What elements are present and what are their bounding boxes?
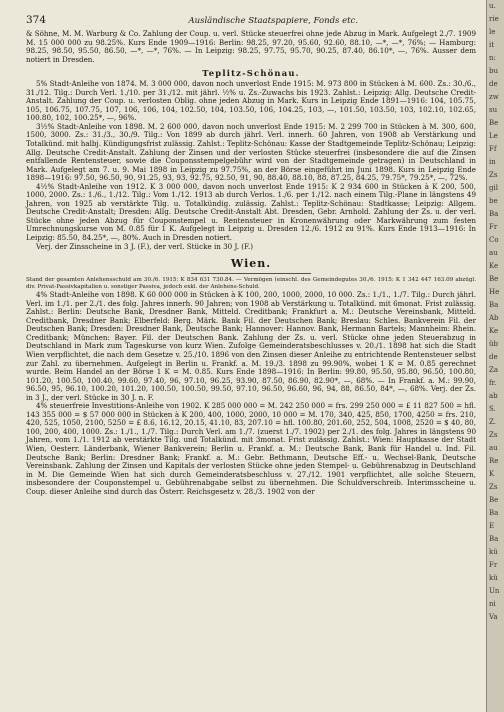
edge-fragment: it: [489, 41, 495, 49]
edge-fragment: bu: [489, 67, 498, 75]
edge-fragment: gil: [489, 184, 498, 192]
edge-fragment: Be: [489, 119, 499, 127]
edge-fragment: de: [489, 353, 498, 361]
edge-fragment: Zs: [489, 431, 498, 439]
edge-fragment: Fr: [489, 561, 498, 569]
edge-fragment: Va: [489, 613, 498, 621]
edge-fragment: Zs: [489, 483, 498, 491]
edge-fragment: de: [489, 80, 498, 88]
edge-fragment: Ab: [489, 314, 499, 322]
wien-loan-1898-paragraph: 4% Stadt-Anleihe von 1898. K 60 000 000 in Stücken à K 100, 200, 1000, 2000, 10 000. Zs.: 1./1., 1./7. Tilg.: Durch jährl. Verl. im 1./1. per 2./1. des folg. Jahres innerh. 90 Jahren; von 1908 ab Verstärkung u. Totalkünd. mit 6monat. Frist zulässig. Zahlst.: Berlin: Deutsche Bank, Dresdner Bank, Mitteld. Creditbank; Frankfurt a. M.: Deutsche Vereinsbank, Mitteld. Creditbank, Dresdner Bank; Elberfeld: Berg. Märk. Bank Fil. der Deutschen Bank; Breslau: Schles. Bankverein Fil. der Deutschen Bank; Dresden: Dresdner Bank, Deutsche Bank; Hannover: Hannov. Bank, Hermann Bartels; Mannheim: Rhein. Creditbank; München: Bayer. Fil. der Deutschen Bank. Zahlung der Zs. u. verl. Stücke ohne jeden Steuerabzug in Deutschland in Mark zum Tageskurse von kurz Wien. Zufolge Gemeinderatsbeschlusses v. 20./1. 1898 hat sich die Stadt Wien verpflichtet, die nach dem Gesetze v. 25./10. 1896 von den Zinsen dieser Anleihe zu entrichtende Rentensteuer selbst zur Zahl. zu übernehmen. Aufgelegt in Berlin u. Frankf. a. M. 19./3. 1898 zu 99.90%, wobei 1 K = M. 0.85 gerechnet wurde. Beim Handel an der Börse 1 K = M. 0.85. Kurs Ende 1898—1916: In Berlin: 99.80, 95.50, 95.80, 96.50, 100.80, 101.20, 100.50, 100.40, 99.60, 97.40, 96, 97.10, 96.25, 93.90, 87.50, 86.90, 82.90*, —, 68%. — In Frankf. a. M.: 99.90, 96.50, 95, 96.10, 100.20, 101.20, 100.50, 100.50, 99.50, 97.10, 96.50, 96.60, 96, 94, 88, 86.50, 84*, —, 68%. Verj. der Zs. in 3 J., der verl. Stücke in 30 J. n. F.: [26, 290, 476, 402]
loan-1912-paragraph: 4½% Stadt-Anleihe von 1912. K 3 000 000, davon noch unverlost Ende 1915: K 2 934 600 in Stücken à K 200, 500, 1000, 2000. Zs.: 1./6., 1./12. Tilg.: Vom 1./12. 1913 ab durch Verlos. 1./6. per 1./12. nach einem Tilg.-Plane in längstens 49 Jahren, von 1925 ab verstärkte Tilg. u. Totalkündig. zulässig. Zahlst.: Teplitz-Schönau: Stadtkasse; Leipzig: Allgem. Deutsche Credit-Anstalt; Dresden: Allg. Deutsche Credit-Anstalt Abt. Dresden, Gebr. Arnhold. Zahlung der Zs. u. der verl. Stücke ohne jeden Abzug für Couponstempel u. Rentensteuer in Kronenwährung oder Markwährung zum festen Umrechnungskurse von M. 0.85 für 1 K. Aufgelegt in Leipzig u. Dresden 12./6. 1912 zu 91%. Kurs Ende 1913—1916: In Leipzig: 85.50, 84.25*, —, 80%. Auch in Dresden notiert.: [26, 181, 476, 243]
continuation-paragraph: & Söhne, M. M. Warburg & Co. Zahlung der Coup. u. verl. Stücke steuerfrei ohne jede Abzug in Mark. Aufgelegt 2./7. 1909 M. 15 000 000 zu 98.25%. Kurs Ende 1909—1916: Berlin: 98.25, 97.20, 95.60, 92.60, 88.10, —*, —*, 76%; — Hamburg: 98.25, 98.50, 95.50, 86.50, —*, —*, 76%. — In Leipzig: 98.25, 97.75, 95.70, 90.25, 87.40, 86.10*, —, 76%. Ausser dem notiert in Dresden.: [26, 29, 476, 64]
edge-fragment: K: [489, 470, 495, 478]
edge-fragment: Be: [489, 275, 499, 283]
edge-fragment: le: [489, 28, 496, 36]
adjacent-page-edge: [486, 0, 504, 712]
edge-fragment: Fr: [489, 223, 498, 231]
loan-1898-paragraph: 3½% Stadt-Anleihe von 1898. M. 2 600 000, davon noch unverlost Ende 1915: M. 2 299 700 in Stücken à M. 300, 600, 1500, 3000. Zs.: 31./3., 30./9. Tilg.: Von 1899 ab durch jährl. Verl. innerh. 60 Jahren, von 1908 ab Verstärkung und Totalkünd. mit halbj. Kündigungsfrist zulässig. Zahlst.: Teplitz-Schönau: Kasse der Stadtgemeinde Teplitz-Schönau; Leipzig: Allg. Deutsche Credit-Anstalt. Zahlung der Zinsen und der verlosten Stücke steuerfrei (insbesondere die auf die Zinsen entfallende Rentensteuer, sowie die Couponsstempelgebühr wird von der Stadtgemeinde getragen) in Deutschland in Mark. Aufgelegt am 7. u. 9. Mai 1898 in Leipzig zu 97.75%, an der Börse eingeführt im Juni 1898. Kurs in Leipzig Ende 1898—1916: 97.50, 96.50, 90, 91.25, 93, 93, 92.75, 92.50, 91, 90, 88.40, 88.10, 88, 87.25, 84.25, 79.75*, 79.25*, —, 72%.: [26, 121, 476, 183]
debt-status-note: Stand der gesamten Anlehensschuld am 30./6. 1915: K 834 631 730.84. — Vermögen (einschl. des Gemeindegutes 30./6. 1915: K 1 342 447 163.09 abzügl. div. Privat-Passivkapitalien u. sonstiger Passiva, jedoch exkl. der Anlehens-Schuld.: [26, 277, 476, 291]
page-header: [26, 14, 476, 26]
edge-fragment: kü: [489, 548, 498, 556]
loan-1874-paragraph: 5% Stadt-Anleihe von 1874. M. 3 000 000, davon noch unverlost Ende 1915: M. 973 800 in Stücken à M. 600. Zs.: 30./6., 31./12. Tilg.: Durch Verl. 1./10. per 31./12. mit jährl. ½% u. Zs.-Zuwachs bis 1923. Zahlst.: Leipzig: Allg. Deutsche Credit-Anstalt. Zahlung der Coup. u. verlosten Oblig. ohne jeden Abzug in Mark. Kurs in Leipzig Ende 1891—1916: 104, 105.75, 105, 106.75, 107.75, 107, 106, 106, 104, 102.50, 104, 103.50, 106, 104.25, 103, —, 101.50, 103.50, 103, 102.10, 102.65, 100.80, 102, 100.25*, —, 96%.: [26, 79, 476, 123]
edge-fragment: Ba: [489, 509, 499, 517]
divider: [191, 273, 311, 274]
wien-investment-loan-1902-paragraph: 4% steuerfreie Investitions-Anleihe von 1902. K 285 000 000 = M. 242 250 000 = frs. 299 250 000 = £ 11 827 500 = hfl. 143 355 000 = $ 57 000 000 in Stücken à K 200, 400, 1000, 2000, 10 000 = M. 170, 340, 425, 850, 1700, 4250 = frs. 210, 420, 525, 1050, 2100, 5250 = £ 8.6, 16.12, 20.15, 41.10, 83, 207.10 = hfl. 100.80, 201.60, 252, 504, 1008, 2520 = $ 40, 80, 100, 200, 400, 1000. Zs.: 1./1., 1./7. Tilg.: Durch Verl. am 1./7. (zuerst 1./7. 1902) per 2./1. des folg. Jahres in längstens 90 Jahren, vom 1./1. 1912 ab verstärkte Tilg. und Totalkünd. mit 3monat. Frist zulässig. Zahlst.: Wien: Hauptkasse der Stadt Wien, Oesterr. Länderbank, Wiener Bankverein; Berlin u. Frankf. a. M.: Deutsche Bank, Bank für Handel u. Ind. Fil. Deutsche Bank; Berlin: Dresdner Bank; Frankf. a. M.: Gebr. Bethmann, Deutsche Eff.- u. Wechsel-Bank, Deutsche Vereinsbank. Zahlung der Zinsen und Kapitals der verlosten Stücke ohne jeden Stempel- u. Gebührenabzug in Deutschland in M. Die Gemeinde Wien hat sich durch Gemeinderatsbeschluss v. 27./12. 1901 verpflichtet, alle solche Steuern, insbesondere der Couponstempel u. Gebührenabgabe selbst zu übernehmen. Die Schuldverschreib. Interimsscheine u. Coup. dieser Anleihe sind durch das Österr. Reichsgesetz v. 28./3. 1902 von der: [26, 401, 476, 496]
edge-fragment: Zs: [489, 171, 498, 179]
edge-fragment: Ke: [489, 327, 499, 335]
edge-fragment: S.: [489, 405, 496, 413]
edge-fragment: fr.: [489, 379, 497, 387]
edge-fragment: in: [489, 158, 496, 166]
edge-fragment: n:: [489, 54, 496, 62]
edge-fragment: u.: [489, 2, 496, 10]
edge-fragment: au: [489, 249, 498, 257]
edge-fragment: Co: [489, 236, 499, 244]
statute-of-limitations-note: Verj. der Zinsscheine in 3 J. (F.), der verl. Stücke in 30 J. (F.): [36, 241, 253, 251]
edge-fragment: Un: [489, 587, 500, 595]
edge-fragment: ab: [489, 392, 498, 400]
edge-fragment: E: [489, 522, 495, 530]
edge-fragment: zw: [489, 93, 499, 101]
edge-fragment: su: [489, 106, 498, 114]
edge-fragment: Ba: [489, 210, 499, 218]
section-title-wien: Wien.: [230, 257, 272, 271]
edge-fragment: au: [489, 444, 498, 452]
edge-fragment: ni: [489, 600, 496, 608]
running-title: Ausländische Staatspapiere, Fonds etc.: [188, 16, 358, 26]
edge-fragment: Ba: [489, 301, 499, 309]
section-title-teplitz: Teplitz-Schönau.: [202, 68, 300, 79]
edge-fragment: be: [489, 197, 498, 205]
edge-fragment: üb: [489, 340, 498, 348]
edge-fragment: Z.: [489, 418, 496, 426]
edge-fragment: Re: [489, 457, 499, 465]
page-number: 374: [26, 14, 47, 26]
edge-fragment: kü: [489, 574, 498, 582]
edge-fragment: Ba: [489, 535, 499, 543]
edge-fragment: Le: [489, 132, 498, 140]
edge-fragment: He: [489, 288, 500, 296]
edge-fragment: Za: [489, 366, 499, 374]
edge-fragment: Be: [489, 496, 499, 504]
edge-fragment: Ke: [489, 262, 499, 270]
edge-fragment: rie: [489, 15, 499, 23]
edge-fragment: Ff: [489, 145, 497, 153]
